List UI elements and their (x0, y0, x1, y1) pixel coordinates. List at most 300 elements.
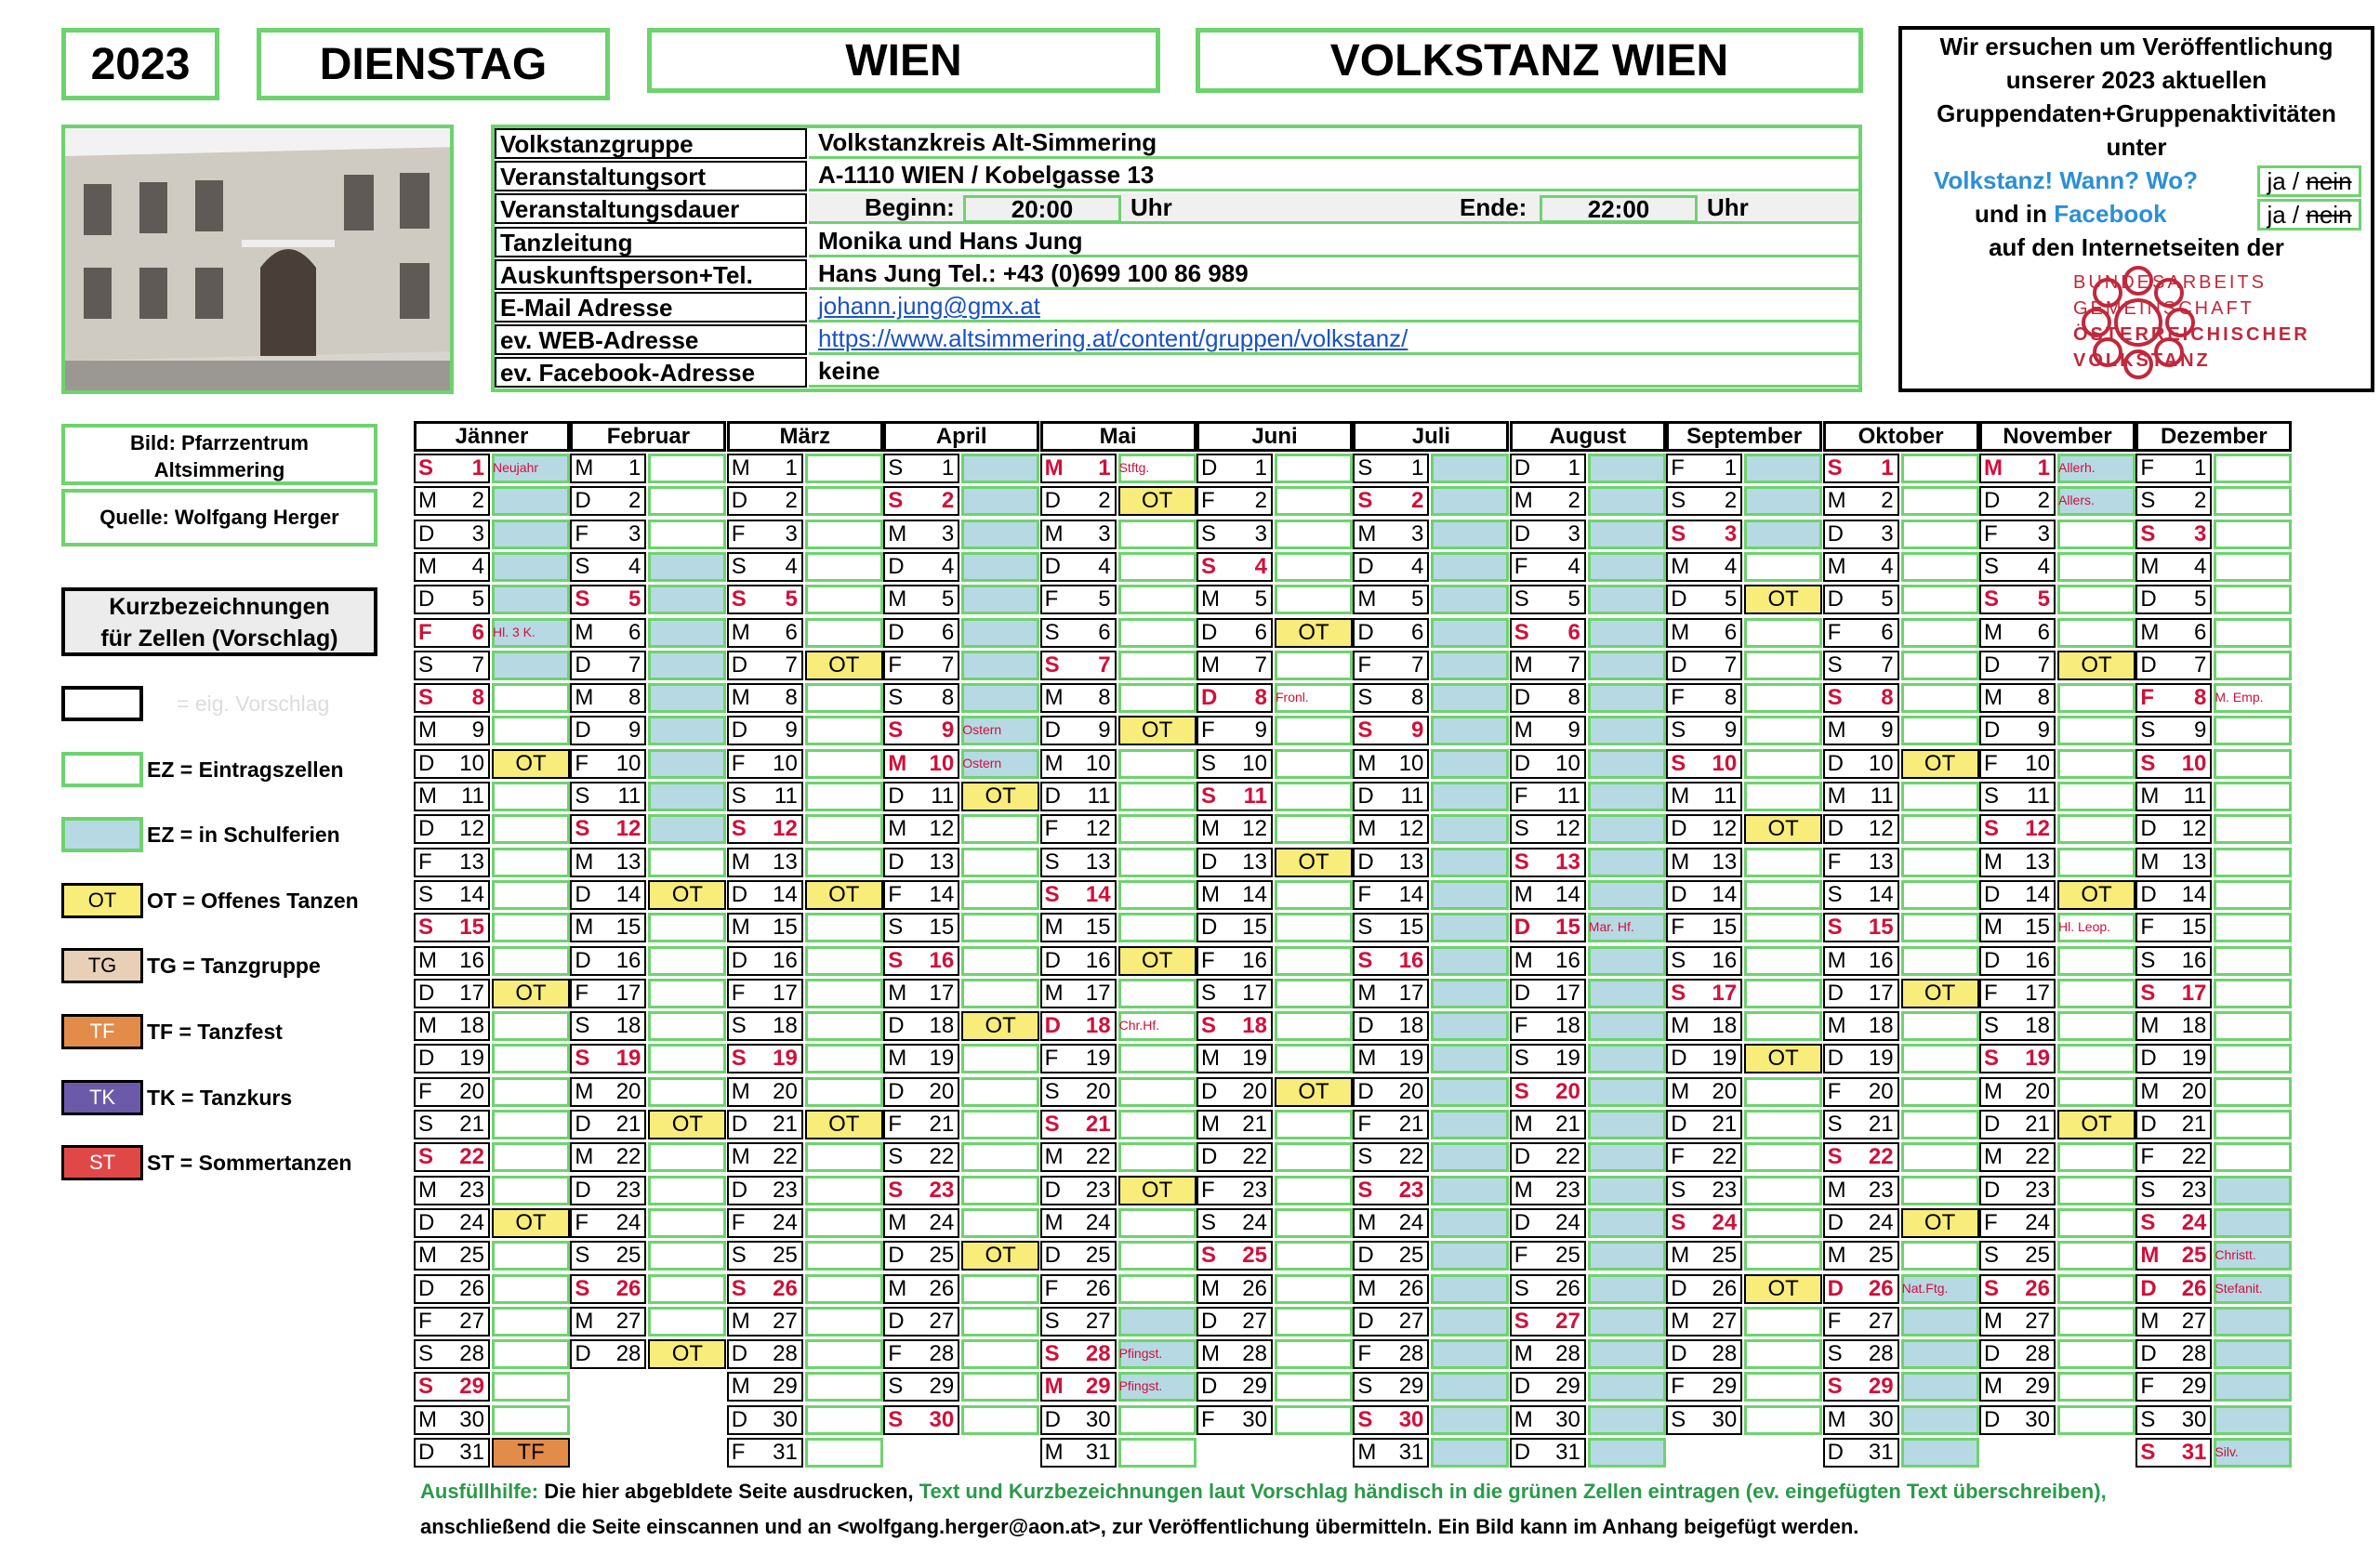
entry-cell[interactable]: OT (1901, 1208, 1979, 1238)
entry-cell[interactable] (492, 1110, 570, 1139)
entry-cell[interactable] (1744, 749, 1822, 779)
entry-cell[interactable] (1901, 683, 1979, 713)
entry-cell[interactable] (1901, 1307, 1979, 1337)
entry-cell[interactable] (648, 814, 726, 844)
entry-cell[interactable] (1431, 1372, 1509, 1402)
entry-cell[interactable] (1118, 913, 1197, 942)
entry-cell[interactable] (1275, 1110, 1353, 1139)
ja-nein-volkstanz[interactable]: ja / nein (2257, 165, 2361, 197)
entry-cell[interactable] (1744, 848, 1822, 877)
entry-cell[interactable] (2057, 979, 2135, 1008)
entry-cell[interactable] (805, 913, 883, 942)
entry-cell[interactable] (648, 1307, 726, 1337)
entry-cell[interactable] (1431, 1208, 1509, 1238)
entry-cell[interactable]: TF (492, 1438, 570, 1468)
entry-cell[interactable] (1588, 1372, 1666, 1402)
entry-cell[interactable] (2214, 1176, 2292, 1205)
entry-cell[interactable] (961, 848, 1039, 877)
entry-cell[interactable] (961, 1176, 1039, 1205)
entry-cell[interactable] (1744, 486, 1822, 516)
entry-cell[interactable]: OT (1275, 848, 1353, 877)
entry-cell[interactable] (2057, 1142, 2135, 1172)
entry-cell[interactable]: OT (1275, 1077, 1353, 1107)
entry-cell[interactable] (2057, 848, 2135, 877)
entry-cell[interactable] (1275, 1241, 1353, 1271)
entry-cell[interactable] (805, 848, 883, 877)
entry-cell[interactable] (1275, 749, 1353, 779)
entry-cell[interactable] (1744, 683, 1822, 713)
entry-cell[interactable] (1744, 1372, 1822, 1402)
entry-cell[interactable] (2057, 814, 2135, 844)
entry-cell[interactable] (492, 486, 570, 516)
info-value[interactable]: https://www.altsimmering.at/content/gruppen/volkstanz/ (809, 324, 1858, 355)
entry-cell[interactable] (1901, 520, 1979, 549)
entry-cell[interactable]: OT (1118, 716, 1197, 745)
entry-cell[interactable] (1118, 1208, 1197, 1238)
entry-cell[interactable] (805, 814, 883, 844)
entry-cell[interactable] (2057, 946, 2135, 976)
entry-cell[interactable] (2214, 880, 2292, 910)
entry-cell[interactable] (1744, 618, 1822, 648)
entry-cell[interactable] (2214, 946, 2292, 976)
entry-cell[interactable] (2214, 651, 2292, 680)
entry-cell[interactable] (2214, 814, 2292, 844)
entry-cell[interactable] (2057, 1241, 2135, 1271)
entry-cell[interactable] (1275, 880, 1353, 910)
entry-cell[interactable] (2214, 454, 2292, 483)
entry-cell[interactable] (1431, 782, 1509, 811)
entry-cell[interactable] (492, 782, 570, 811)
entry-cell[interactable] (1431, 618, 1509, 648)
entry-cell[interactable] (648, 618, 726, 648)
entry-cell[interactable] (1901, 1142, 1979, 1172)
entry-cell[interactable] (961, 979, 1039, 1008)
entry-cell[interactable] (2214, 1110, 2292, 1139)
entry-cell[interactable] (1901, 486, 1979, 516)
entry-cell[interactable] (1588, 1307, 1666, 1337)
entry-cell[interactable] (1744, 1077, 1822, 1107)
entry-cell[interactable] (1744, 946, 1822, 976)
entry-cell[interactable] (648, 782, 726, 811)
entry-cell[interactable] (1901, 913, 1979, 942)
entry-cell[interactable] (1118, 618, 1197, 648)
entry-cell[interactable] (1744, 880, 1822, 910)
entry-cell[interactable] (1588, 749, 1666, 779)
entry-cell[interactable] (492, 848, 570, 877)
entry-cell[interactable]: OT (1275, 618, 1353, 648)
entry-cell[interactable] (648, 651, 726, 680)
entry-cell[interactable] (1431, 1438, 1509, 1468)
entry-cell[interactable] (1431, 913, 1509, 942)
entry-cell[interactable]: OT (1118, 1176, 1197, 1205)
entry-cell[interactable] (1275, 454, 1353, 483)
entry-cell[interactable] (492, 1176, 570, 1205)
entry-cell[interactable] (1744, 1176, 1822, 1205)
entry-cell[interactable]: OT (961, 782, 1039, 811)
entry-cell[interactable] (805, 1372, 883, 1402)
entry-cell[interactable] (492, 716, 570, 745)
entry-cell[interactable] (2057, 1176, 2135, 1205)
entry-cell[interactable] (1275, 1372, 1353, 1402)
notice-facebook-link[interactable]: Facebook (2054, 200, 2167, 228)
entry-cell[interactable] (1901, 1372, 1979, 1402)
entry-cell[interactable] (1118, 979, 1197, 1008)
entry-cell[interactable] (2214, 1142, 2292, 1172)
entry-cell[interactable] (1431, 1339, 1509, 1369)
entry-cell[interactable] (1118, 552, 1197, 582)
entry-cell[interactable] (492, 814, 570, 844)
entry-cell[interactable]: OT (805, 880, 883, 910)
entry-cell[interactable] (1118, 683, 1197, 713)
entry-cell[interactable] (1431, 880, 1509, 910)
entry-cell[interactable] (1588, 585, 1666, 614)
entry-cell[interactable] (961, 683, 1039, 713)
entry-cell[interactable] (1275, 814, 1353, 844)
entry-cell[interactable] (2214, 1339, 2292, 1369)
entry-cell[interactable]: OT (2057, 1110, 2135, 1139)
entry-cell[interactable] (1275, 913, 1353, 942)
entry-cell[interactable] (1744, 651, 1822, 680)
entry-cell[interactable] (1744, 913, 1822, 942)
entry-cell[interactable] (648, 946, 726, 976)
entry-cell[interactable] (805, 1241, 883, 1271)
entry-cell[interactable] (2057, 782, 2135, 811)
entry-cell[interactable] (2214, 1307, 2292, 1337)
entry-cell[interactable] (2214, 979, 2292, 1008)
entry-cell[interactable] (492, 585, 570, 614)
entry-cell[interactable] (1744, 520, 1822, 549)
entry-cell[interactable] (1901, 1044, 1979, 1073)
entry-cell[interactable] (1431, 1241, 1509, 1271)
entry-cell[interactable] (1431, 848, 1509, 877)
entry-cell[interactable] (648, 1011, 726, 1041)
entry-cell[interactable] (805, 979, 883, 1008)
entry-cell[interactable] (1901, 782, 1979, 811)
entry-cell[interactable] (1275, 1011, 1353, 1041)
entry-cell[interactable] (805, 683, 883, 713)
entry-cell[interactable] (1431, 749, 1509, 779)
entry-cell[interactable] (1588, 683, 1666, 713)
entry-cell[interactable] (648, 913, 726, 942)
entry-cell[interactable] (492, 683, 570, 713)
entry-cell[interactable] (1431, 1307, 1509, 1337)
entry-cell[interactable] (1588, 1176, 1666, 1205)
entry-cell[interactable] (1901, 1110, 1979, 1139)
entry-cell[interactable] (961, 1077, 1039, 1107)
entry-cell[interactable] (1118, 814, 1197, 844)
entry-cell[interactable] (805, 552, 883, 582)
entry-cell[interactable] (961, 454, 1039, 483)
entry-cell[interactable] (2057, 716, 2135, 745)
entry-cell[interactable] (805, 1077, 883, 1107)
entry-cell[interactable] (1588, 979, 1666, 1008)
entry-cell[interactable] (1901, 454, 1979, 483)
entry-cell[interactable] (1118, 1405, 1197, 1435)
entry-cell[interactable] (1275, 1142, 1353, 1172)
entry-cell[interactable] (1118, 585, 1197, 614)
entry-cell[interactable]: OT (1744, 585, 1822, 614)
entry-cell[interactable] (1901, 1241, 1979, 1271)
entry-cell[interactable] (492, 1405, 570, 1435)
entry-cell[interactable] (2057, 1011, 2135, 1041)
entry-cell[interactable] (1275, 979, 1353, 1008)
entry-cell[interactable] (648, 1241, 726, 1271)
entry-cell[interactable] (1431, 1110, 1509, 1139)
entry-cell[interactable] (2214, 913, 2292, 942)
entry-cell[interactable] (1744, 1208, 1822, 1238)
entry-cell[interactable] (961, 651, 1039, 680)
entry-cell[interactable] (1901, 946, 1979, 976)
entry-cell[interactable] (2214, 585, 2292, 614)
entry-cell[interactable] (961, 1307, 1039, 1337)
entry-cell[interactable] (492, 880, 570, 910)
entry-cell[interactable] (1118, 880, 1197, 910)
entry-cell[interactable] (2214, 749, 2292, 779)
entry-cell[interactable] (1118, 520, 1197, 549)
entry-cell[interactable] (1588, 848, 1666, 877)
entry-cell[interactable] (805, 946, 883, 976)
entry-cell[interactable] (961, 814, 1039, 844)
entry-cell[interactable] (1744, 1110, 1822, 1139)
entry-cell[interactable] (1431, 979, 1509, 1008)
entry-cell[interactable] (492, 946, 570, 976)
entry-cell[interactable] (2057, 1208, 2135, 1238)
entry-cell[interactable] (1901, 651, 1979, 680)
entry-cell[interactable] (805, 585, 883, 614)
entry-cell[interactable] (1431, 486, 1509, 516)
entry-cell[interactable]: OT (1901, 749, 1979, 779)
entry-cell[interactable]: OT (492, 1208, 570, 1238)
entry-cell[interactable] (1431, 1011, 1509, 1041)
entry-cell[interactable] (648, 552, 726, 582)
notice-volkstanz-link[interactable]: Volkstanz! Wann? Wo? (1934, 166, 2199, 194)
entry-cell[interactable] (492, 1274, 570, 1304)
entry-cell[interactable] (1275, 1274, 1353, 1304)
entry-cell[interactable] (1431, 946, 1509, 976)
entry-cell[interactable] (1588, 1110, 1666, 1139)
entry-cell[interactable] (1588, 814, 1666, 844)
entry-cell[interactable] (2214, 520, 2292, 549)
entry-cell[interactable] (1901, 552, 1979, 582)
entry-cell[interactable] (1431, 454, 1509, 483)
entry-cell[interactable] (805, 1307, 883, 1337)
entry-cell[interactable] (1431, 1274, 1509, 1304)
entry-cell[interactable] (2057, 1339, 2135, 1369)
entry-cell[interactable] (492, 1142, 570, 1172)
entry-cell[interactable]: OT (1744, 1274, 1822, 1304)
entry-cell[interactable]: OT (1901, 979, 1979, 1008)
entry-cell[interactable] (1431, 1176, 1509, 1205)
entry-cell[interactable] (805, 1339, 883, 1369)
entry-cell[interactable] (1118, 1438, 1197, 1468)
entry-cell[interactable] (1901, 1339, 1979, 1369)
entry-cell[interactable] (1901, 1011, 1979, 1041)
entry-cell[interactable] (2057, 520, 2135, 549)
entry-cell[interactable] (1431, 1405, 1509, 1435)
entry-cell[interactable] (1588, 454, 1666, 483)
entry-cell[interactable] (1431, 585, 1509, 614)
entry-cell[interactable] (1118, 1110, 1197, 1139)
entry-cell[interactable] (961, 1208, 1039, 1238)
entry-cell[interactable] (1744, 1307, 1822, 1337)
entry-cell[interactable] (961, 1110, 1039, 1139)
entry-cell[interactable] (1275, 1044, 1353, 1073)
entry-cell[interactable] (1118, 651, 1197, 680)
entry-cell[interactable] (961, 1405, 1039, 1435)
entry-cell[interactable] (1588, 552, 1666, 582)
entry-cell[interactable] (1744, 1011, 1822, 1041)
entry-cell[interactable] (1275, 782, 1353, 811)
entry-cell[interactable] (1901, 1438, 1979, 1468)
entry-cell[interactable] (1744, 1142, 1822, 1172)
entry-cell[interactable] (1431, 520, 1509, 549)
entry-cell[interactable] (961, 1339, 1039, 1369)
entry-cell[interactable]: OT (805, 1110, 883, 1139)
entry-cell[interactable] (648, 520, 726, 549)
entry-cell[interactable] (1901, 814, 1979, 844)
entry-cell[interactable] (805, 1405, 883, 1435)
entry-cell[interactable] (648, 1077, 726, 1107)
entry-cell[interactable] (648, 1044, 726, 1073)
entry-cell[interactable] (2214, 782, 2292, 811)
entry-cell[interactable] (1275, 585, 1353, 614)
entry-cell[interactable] (492, 1044, 570, 1073)
entry-cell[interactable] (961, 880, 1039, 910)
entry-cell[interactable] (2214, 618, 2292, 648)
entry-cell[interactable] (961, 1274, 1039, 1304)
entry-cell[interactable] (1118, 1142, 1197, 1172)
entry-cell[interactable]: OT (648, 1110, 726, 1139)
entry-cell[interactable] (648, 848, 726, 877)
entry-cell[interactable] (961, 1372, 1039, 1402)
entry-cell[interactable] (1901, 880, 1979, 910)
entry-cell[interactable] (1588, 486, 1666, 516)
entry-cell[interactable] (2214, 552, 2292, 582)
entry-cell[interactable]: OT (1118, 486, 1197, 516)
entry-cell[interactable] (1431, 683, 1509, 713)
entry-cell[interactable] (648, 1176, 726, 1205)
entry-cell[interactable] (492, 913, 570, 942)
entry-cell[interactable] (1431, 651, 1509, 680)
entry-cell[interactable] (2057, 749, 2135, 779)
entry-cell[interactable]: OT (1744, 814, 1822, 844)
entry-cell[interactable] (2057, 585, 2135, 614)
entry-cell[interactable] (961, 520, 1039, 549)
entry-cell[interactable] (1901, 1176, 1979, 1205)
entry-cell[interactable] (961, 1044, 1039, 1073)
entry-cell[interactable] (805, 618, 883, 648)
entry-cell[interactable] (961, 486, 1039, 516)
entry-cell[interactable] (1431, 814, 1509, 844)
entry-cell[interactable] (1588, 1044, 1666, 1073)
entry-cell[interactable] (1744, 782, 1822, 811)
entry-cell[interactable] (961, 618, 1039, 648)
entry-cell[interactable] (1275, 520, 1353, 549)
entry-cell[interactable] (1118, 1307, 1197, 1337)
entry-cell[interactable]: OT (492, 749, 570, 779)
entry-cell[interactable]: OT (648, 1339, 726, 1369)
entry-cell[interactable] (492, 1011, 570, 1041)
entry-cell[interactable] (805, 1044, 883, 1073)
entry-cell[interactable] (2057, 1077, 2135, 1107)
entry-cell[interactable] (1275, 1307, 1353, 1337)
entry-cell[interactable] (648, 454, 726, 483)
entry-cell[interactable] (961, 913, 1039, 942)
entry-cell[interactable] (2057, 1274, 2135, 1304)
entry-cell[interactable] (1275, 946, 1353, 976)
entry-cell[interactable] (1588, 946, 1666, 976)
entry-cell[interactable] (648, 716, 726, 745)
entry-cell[interactable] (492, 1339, 570, 1369)
entry-cell[interactable] (1901, 618, 1979, 648)
entry-cell[interactable]: OT (805, 651, 883, 680)
entry-cell[interactable] (1275, 1339, 1353, 1369)
entry-cell[interactable] (1588, 880, 1666, 910)
entry-cell[interactable] (805, 1438, 883, 1468)
entry-cell[interactable] (805, 1274, 883, 1304)
entry-cell[interactable] (1901, 1077, 1979, 1107)
entry-cell[interactable] (1275, 486, 1353, 516)
entry-cell[interactable] (648, 486, 726, 516)
entry-cell[interactable] (2057, 683, 2135, 713)
entry-cell[interactable] (2214, 1077, 2292, 1107)
entry-cell[interactable]: OT (2057, 880, 2135, 910)
entry-cell[interactable] (1275, 1405, 1353, 1435)
entry-cell[interactable] (492, 1077, 570, 1107)
entry-cell[interactable] (1588, 1274, 1666, 1304)
entry-cell[interactable] (1588, 1077, 1666, 1107)
entry-cell[interactable] (2214, 1405, 2292, 1435)
entry-cell[interactable]: OT (492, 979, 570, 1008)
entry-cell[interactable]: OT (1118, 946, 1197, 976)
entry-cell[interactable] (648, 1208, 726, 1238)
entry-cell[interactable] (2057, 1405, 2135, 1435)
entry-cell[interactable] (1275, 716, 1353, 745)
entry-cell[interactable] (648, 749, 726, 779)
entry-cell[interactable] (805, 749, 883, 779)
entry-cell[interactable] (492, 651, 570, 680)
entry-cell[interactable] (492, 552, 570, 582)
entry-cell[interactable] (1431, 1077, 1509, 1107)
entry-cell[interactable] (1431, 1044, 1509, 1073)
entry-cell[interactable] (2057, 618, 2135, 648)
entry-cell[interactable] (1431, 716, 1509, 745)
entry-cell[interactable] (1901, 1405, 1979, 1435)
entry-cell[interactable] (1901, 585, 1979, 614)
entry-cell[interactable] (1588, 1339, 1666, 1369)
entry-cell[interactable] (1431, 1142, 1509, 1172)
entry-cell[interactable] (805, 1011, 883, 1041)
entry-cell[interactable] (1118, 1044, 1197, 1073)
entry-cell[interactable] (648, 683, 726, 713)
entry-cell[interactable] (648, 1142, 726, 1172)
entry-cell[interactable] (2214, 486, 2292, 516)
entry-cell[interactable]: OT (2057, 651, 2135, 680)
entry-cell[interactable] (492, 1307, 570, 1337)
entry-cell[interactable] (805, 1176, 883, 1205)
entry-cell[interactable] (492, 1372, 570, 1402)
entry-cell[interactable] (2057, 1307, 2135, 1337)
entry-cell[interactable] (805, 454, 883, 483)
entry-cell[interactable] (1744, 1405, 1822, 1435)
entry-cell[interactable] (1275, 651, 1353, 680)
entry-cell[interactable] (805, 716, 883, 745)
entry-cell[interactable] (1588, 618, 1666, 648)
entry-cell[interactable] (1744, 454, 1822, 483)
entry-cell[interactable] (1118, 782, 1197, 811)
entry-cell[interactable] (1901, 848, 1979, 877)
entry-cell[interactable]: OT (961, 1011, 1039, 1041)
